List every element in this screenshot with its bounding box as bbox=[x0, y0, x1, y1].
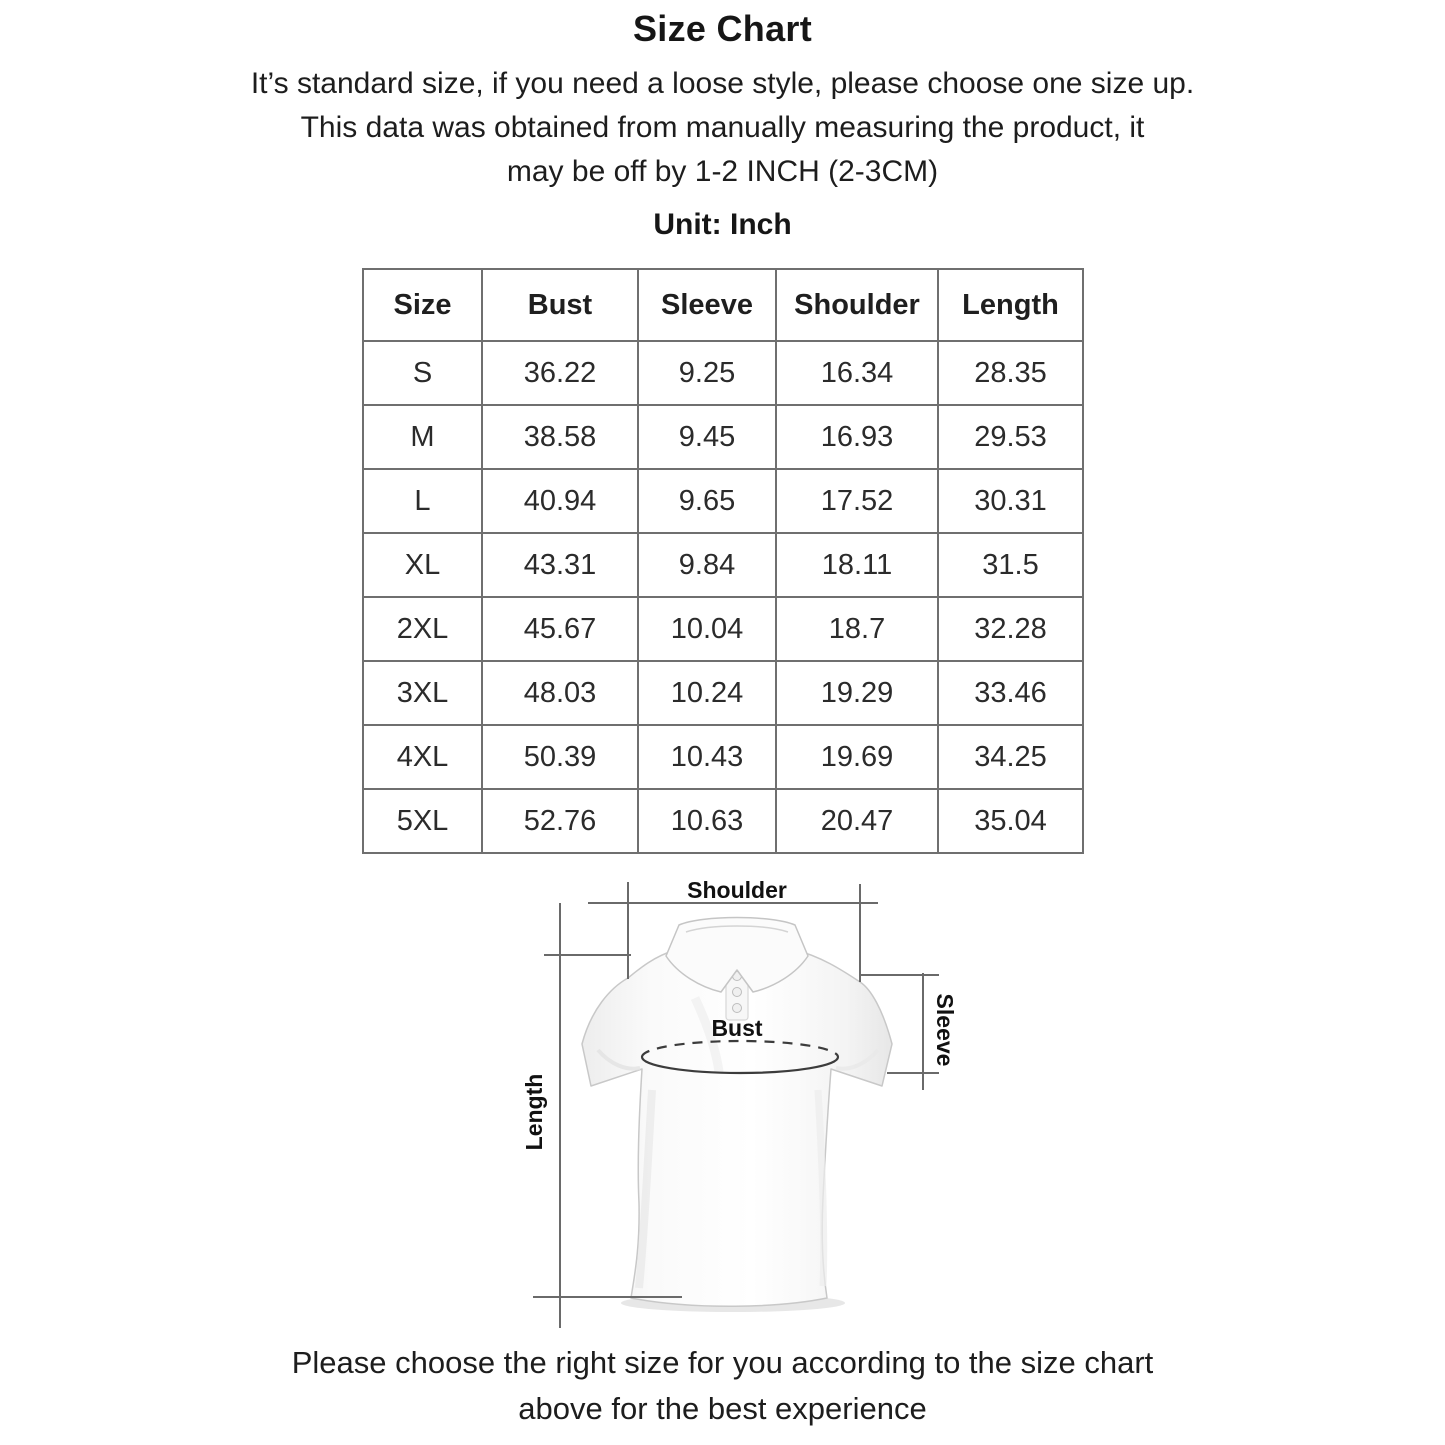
measurement-cell: 19.29 bbox=[776, 661, 938, 725]
size-cell: L bbox=[363, 469, 482, 533]
measurement-cell: 45.67 bbox=[482, 597, 638, 661]
measurement-cell: 33.46 bbox=[938, 661, 1083, 725]
column-header-shoulder: Shoulder bbox=[776, 269, 938, 341]
measurement-cell: 40.94 bbox=[482, 469, 638, 533]
measurement-cell: 36.22 bbox=[482, 341, 638, 405]
size-cell: 2XL bbox=[363, 597, 482, 661]
measurement-cell: 9.45 bbox=[638, 405, 776, 469]
measurement-cell: 31.5 bbox=[938, 533, 1083, 597]
size-cell: XL bbox=[363, 533, 482, 597]
column-header-bust: Bust bbox=[482, 269, 638, 341]
measurement-cell: 43.31 bbox=[482, 533, 638, 597]
column-header-length: Length bbox=[938, 269, 1083, 341]
button-icon bbox=[733, 988, 742, 997]
page-title: Size Chart bbox=[632, 8, 813, 49]
measurement-cell: 18.7 bbox=[776, 597, 938, 661]
measurement-cell: 20.47 bbox=[776, 789, 938, 853]
measurement-cell: 38.58 bbox=[482, 405, 638, 469]
measurement-cell: 10.63 bbox=[638, 789, 776, 853]
measurement-cell: 9.65 bbox=[638, 469, 776, 533]
table-row bbox=[363, 469, 1083, 533]
shirt-measurement-diagram bbox=[490, 858, 980, 1340]
intro-line-2: This data was obtained from manually measuring the product, it bbox=[300, 111, 1145, 144]
table-row bbox=[363, 341, 1083, 405]
unit-label: Unit: Inch bbox=[653, 208, 792, 241]
table-row bbox=[363, 661, 1083, 725]
measurement-cell: 9.84 bbox=[638, 533, 776, 597]
intro-line-3: may be off by 1-2 INCH (2-3CM) bbox=[506, 155, 939, 188]
measurement-cell: 52.76 bbox=[482, 789, 638, 853]
measurement-cell: 9.25 bbox=[638, 341, 776, 405]
size-cell: 5XL bbox=[363, 789, 482, 853]
size-table-body bbox=[363, 341, 1083, 853]
shoulder-label: Shoulder bbox=[687, 877, 787, 903]
measurement-cell: 16.93 bbox=[776, 405, 938, 469]
measurement-cell: 28.35 bbox=[938, 341, 1083, 405]
size-cell: M bbox=[363, 405, 482, 469]
table-row bbox=[363, 597, 1083, 661]
footer-line-1: Please choose the right size for you according to the size chart bbox=[291, 1345, 1154, 1380]
measurement-cell: 34.25 bbox=[938, 725, 1083, 789]
table-row bbox=[363, 533, 1083, 597]
measurement-cell: 10.04 bbox=[638, 597, 776, 661]
length-label: Length bbox=[521, 1073, 547, 1151]
size-cell: S bbox=[363, 341, 482, 405]
measurement-cell: 48.03 bbox=[482, 661, 638, 725]
size-cell: 4XL bbox=[363, 725, 482, 789]
table-header-row bbox=[363, 269, 1083, 341]
column-header-sleeve: Sleeve bbox=[638, 269, 776, 341]
measurement-cell: 30.31 bbox=[938, 469, 1083, 533]
measurement-cell: 18.11 bbox=[776, 533, 938, 597]
column-header-size: Size bbox=[363, 269, 482, 341]
table-row bbox=[363, 725, 1083, 789]
size-table bbox=[362, 268, 1084, 854]
measurement-cell: 35.04 bbox=[938, 789, 1083, 853]
measurement-cell: 16.34 bbox=[776, 341, 938, 405]
measurement-cell: 29.53 bbox=[938, 405, 1083, 469]
measurement-cell: 17.52 bbox=[776, 469, 938, 533]
button-icon bbox=[733, 1004, 742, 1013]
measurement-cell: 50.39 bbox=[482, 725, 638, 789]
sleeve-label: Sleeve bbox=[932, 993, 958, 1067]
measurement-cell: 10.24 bbox=[638, 661, 776, 725]
footer-note bbox=[0, 1340, 1445, 1432]
table-row bbox=[363, 405, 1083, 469]
intro-text bbox=[0, 62, 1445, 194]
measurement-cell: 10.43 bbox=[638, 725, 776, 789]
footer-line-2: above for the best experience bbox=[518, 1391, 927, 1426]
intro-line-1: It’s standard size, if you need a loose style, please choose one size up. bbox=[250, 67, 1195, 100]
bust-label: Bust bbox=[711, 1015, 763, 1041]
size-cell: 3XL bbox=[363, 661, 482, 725]
measurement-cell: 19.69 bbox=[776, 725, 938, 789]
table-row bbox=[363, 789, 1083, 853]
measurement-cell: 32.28 bbox=[938, 597, 1083, 661]
